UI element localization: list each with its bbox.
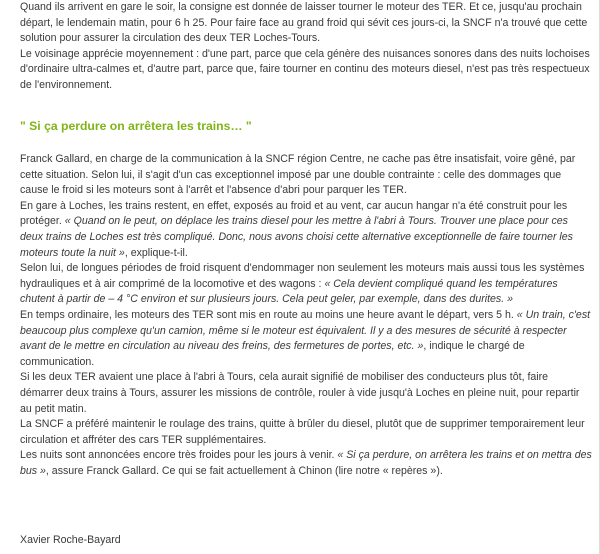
body-paragraph — [20, 448, 592, 479]
body-text: , explique-t-il. — [124, 246, 188, 259]
body-text: , indique le chargé de communication. — [20, 340, 525, 368]
body-paragraph — [20, 199, 592, 261]
body-text: Les nuits sont annoncées encore très froides pour les jours à venir. — [20, 449, 338, 462]
body-text: En temps ordinaire, les moteurs des TER sont mis en route au moins une heure avant le départ, vers 5 h. — [20, 308, 517, 321]
body-text: Selon lui, de longues périodes de froid risquent d'endommager non seulement les moteurs mais aussi tous les systèmes hydrauliques et à air comprimé de la locomotive et des wagons : — [20, 262, 585, 290]
author-byline: Xavier Roche-Bayard — [20, 534, 121, 546]
quote: « Un train, c'est beaucoup plus complexe qu'un camion, même si le moteur est équivalent. Il y a des mesures de sécurité à respecter avant de le mettre en circulation au niveau des freins, des fermetures de portes, etc. » — [20, 308, 591, 353]
intro-block — [20, 0, 592, 94]
body-paragraph — [20, 152, 592, 199]
intro-paragraph: Quand ils arrivent en gare le soir, la consigne est donnée de laisser tourner le moteur des TER. Et ce, jusqu'au prochain départ, le lendemain matin, pour 6 h 25. Pour faire face au grand froid qui sévit ces jours-ci, la SNCF n'a trouvé que cette solution pour assurer la circulation des deux TER Loches-Tours. — [20, 1, 588, 45]
body-text: Franck Gallard, en charge de la communication à la SNCF région Centre, ne cache pas être insatisfait, voire gêné, par cette situation. Selon lui, il s'agit d'un cas exceptionnel imposé par une double contrainte : celle des dommages que cause le froid si les moteurs sont à l'arrêt et l'absence d'abri pour parquer les TER. — [20, 153, 576, 197]
quote: « Cela devient compliqué quand les températures chutent à partir de – 4 °C environ et sur plusieurs jours. Cela peut geler, par exemple, dans des durites. » — [20, 277, 558, 306]
body-text: En gare à Loches, les trains restent, en effet, exposés au froid et au vent, car aucun hangar n'a été construit pour les protéger. — [20, 199, 568, 228]
body-block — [20, 152, 592, 479]
intro-paragraph: Le voisinage apprécie moyennement : d'une part, parce que cela génère des nuisances sonores dans des nuits lochoises d'ordinaire ultra-calmes et, d'autre part, parce que, faire tourner en continu des moteurs diesel, n'est pas très respectueux de l'environnement. — [20, 47, 590, 91]
body-paragraph — [20, 417, 592, 448]
article-subheading: " Si ça perdure on arrêtera les trains… " — [20, 119, 252, 133]
quote: « Si ça perdure, on arrêtera les trains et on mettra des bus » — [20, 449, 592, 477]
body-paragraph — [20, 261, 592, 308]
body-text: , assure Franck Gallard. Ce qui se fait actuellement à Chinon (lire notre « repères »). — [45, 464, 443, 477]
body-paragraph — [20, 308, 592, 370]
body-paragraph — [20, 370, 592, 417]
quote: « Quand on le peut, on déplace les trains diesel pour les mettre à l'abri à Tours. Trouver une place pour ces deux trains de Loches est très compliqué. Donc, nous avons choisi cette alternative exceptionnelle de faire tourner les moteurs toute la nuit » — [20, 215, 573, 259]
body-text: La SNCF a préféré maintenir le roulage des trains, quitte à brûler du diesel, plutôt que de supprimer temporairement leur circulation et affréter des cars TER supplémentaires. — [20, 418, 585, 446]
body-text: Si les deux TER avaient une place à l'abri à Tours, cela aurait signifié de mobiliser des conducteurs plus tôt, faire démarrer deux trains à Tours, assurer les missions de contrôle, rouler à vide jusqu'à Loches en pleine nuit, pour repartir au petit matin. — [20, 371, 580, 415]
